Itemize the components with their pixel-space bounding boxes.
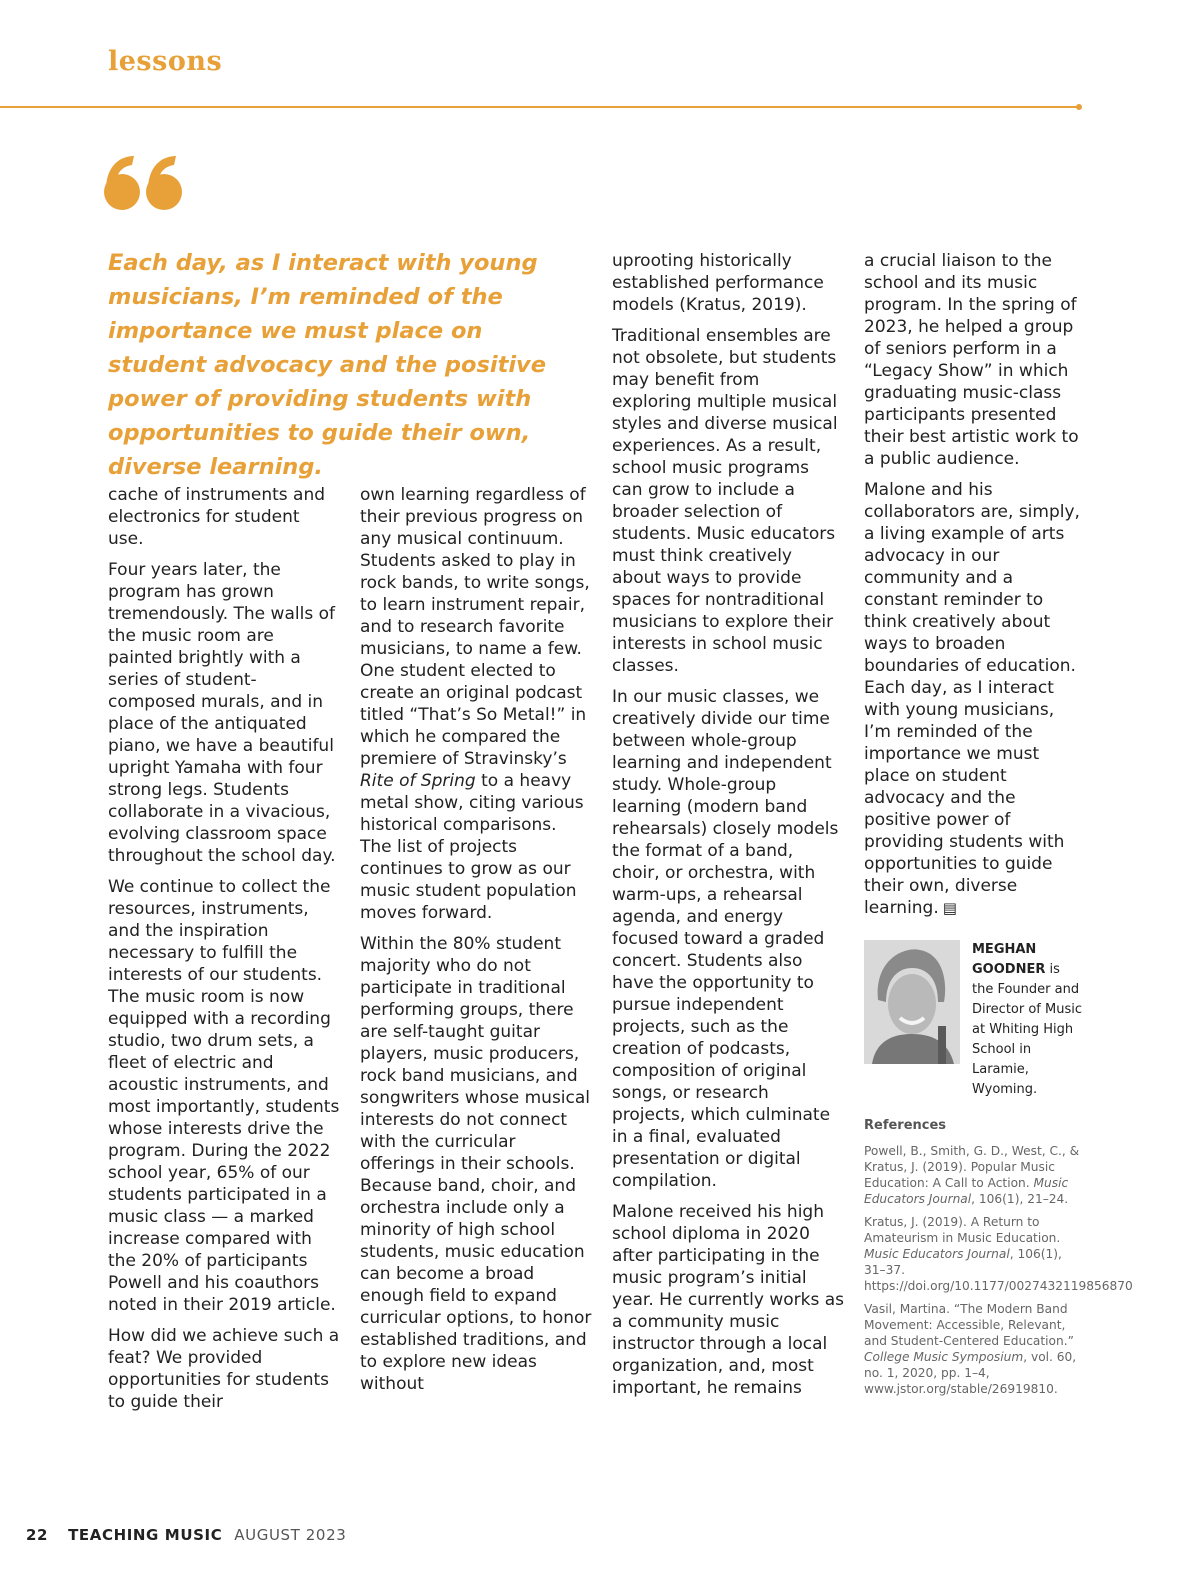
header-rule [0, 106, 1080, 108]
reference-journal: College Music Symposium [864, 1350, 1024, 1364]
paragraph: uprooting historically established performance models (Kratus, 2019). [612, 251, 824, 315]
bio-text [972, 940, 1084, 1100]
paragraph: cache of instruments and electronics for student use. [108, 485, 326, 549]
paragraph: Four years later, the program has grown tremendously. The walls of the music room are painted brightly with a series of student-composed murals, and in place of the antiquated piano, we have a beautiful upright Yamaha with four strong legs. Students collaborate in a vivacious, evolving classroom space throughout the school day. [108, 560, 336, 866]
author-bio [864, 940, 1084, 1097]
reference-text: , vol. 60, no. 1, 2020, pp. 1–4, www.jstor.org/stable/26919810. [864, 1350, 1077, 1396]
pull-quote: Each day, as I interact with young musicians, I’m reminded of the importance we must place on student advocacy and the positive power of providing students with opportunities to guide their own, diverse learning. [108, 250, 546, 480]
page-number: 22 [26, 1526, 49, 1544]
paragraph [864, 479, 1084, 919]
reference-text: Powell, B., Smith, G. D., West, C., & Kratus, J. (2019). Popular Music Education: A Call to Action. [864, 1144, 1080, 1190]
reference-item [864, 1301, 1086, 1397]
quote-mark-icon [102, 150, 186, 214]
paragraph: We continue to collect the resources, instruments, and the inspiration necessary to fulfill the interests of our students. The music room is now equipped with a recording studio, two drum sets, a fleet of electric and acoustic instruments, and most importantly, students whose interests drive the program. During the 2022 school year, 65% of our students participated in a music class — a marked increase compared with the 20% of participants Powell and his coauthors noted in their 2019 article. [108, 877, 340, 1315]
paragraph-text: Malone and his collaborators are, simply, a living example of arts advocacy in our community and a constant reminder to think creatively about ways to broaden boundaries of education. Each day, as I interact with young musicians, I’m reminded of the importance we must place on student advocacy and the positive power of providing students with opportunities to guide their own, diverse learning. [864, 480, 1080, 918]
reference-text: Vasil, Martina. “The Modern Band Movement: Accessible, Relevant, and Student-Centered Education.” [864, 1302, 1074, 1348]
reference-text: , 106(1), 21–24. [971, 1192, 1069, 1206]
references [864, 1118, 1133, 1404]
paragraph: In our music classes, we creatively divide our time between whole-group learning and independent study. Whole-group learning (modern band rehearsals) closely models the format of a band, choir, or orchestra, with warm-ups, a rehearsal agenda, and energy focused toward a graded concert. Students also have the opportunity to pursue independent projects, such as the creation of podcasts, composition of original songs, or research projects, which culminate in a final, evaluated presentation or digital compilation. [612, 687, 839, 1191]
magazine-title: TEACHING MUSIC [68, 1526, 223, 1544]
references-heading: References [864, 1118, 947, 1133]
work-title: Rite of Spring [360, 771, 476, 791]
reference-journal: Music Educators Journal [864, 1176, 1069, 1206]
paragraph-text: to a heavy metal show, citing various historical comparisons. The list of projects continues to grow as our music student population moves forward. [360, 771, 584, 923]
article-column-3 [612, 250, 844, 1408]
paragraph [360, 484, 592, 924]
paragraph-text: own learning regardless of their previous progress on any musical continuum. Students asked to play in rock bands, to write songs, to learn instrument repair, and to research favorite musicians, to name a few. One student elected to create an original podcast titled “That’s So Metal!” in which he compared the premiere of Stravinsky’s [360, 485, 590, 769]
paragraph: a crucial liaison to the school and its music program. In the spring of 2023, he helped a group of seniors perform in a “Legacy Show” in which graduating music-class participants presented their best artistic work to a public audience. [864, 251, 1079, 469]
author-portrait-icon [864, 940, 960, 1064]
reference-text: , 106(1), 31–37. https://doi.org/10.1177/0027432119856870 [864, 1247, 1133, 1293]
section-label: lessons [108, 46, 223, 77]
author-photo [864, 940, 960, 1064]
bio-description: is the Founder and Director of Music at Whiting High School in Laramie, Wyoming. [972, 962, 1083, 1097]
issue-date: AUGUST 2023 [234, 1526, 347, 1544]
article-column-4 [864, 250, 1084, 928]
paragraph: Within the 80% student majority who do not participate in traditional performing groups, there are self-taught guitar players, music producers, rock band musicians, and songwriters whose musical interests do not connect with the curricular offerings in their schools. Because band, choir, and orchestra include only a minority of high school students, music education can become a broad enough field to expand curricular options, to honor established traditions, and to explore new ideas without [360, 934, 592, 1394]
reference-item [864, 1214, 1133, 1294]
page-footer [26, 1526, 346, 1544]
reference-text: Kratus, J. (2019). A Return to Amateurism in Music Education. [864, 1215, 1061, 1245]
paragraph: How did we achieve such a feat? We provided opportunities for students to guide their [108, 1326, 340, 1412]
author-name: MEGHAN GOODNER [972, 942, 1046, 977]
end-of-article-icon: ▤ [942, 899, 957, 917]
reference-item [864, 1143, 1086, 1207]
header-rule-dot [1076, 104, 1082, 110]
paragraph: Traditional ensembles are not obsolete, but students may benefit from exploring multiple musical styles and diverse musical experiences. As a result, school music programs can grow to include a broader selection of students. Music educators must think creatively about ways to provide spaces for nontraditional musicians to explore their interests in school music classes. [612, 326, 838, 676]
reference-journal: Music Educators Journal [864, 1247, 1010, 1261]
paragraph: Malone received his high school diploma in 2020 after participating in the music program’s initial year. He currently works as a community music instructor through a local organization, and, most important, he remains [612, 1202, 845, 1398]
article-column-1 [108, 484, 340, 1422]
article-column-2 [360, 484, 592, 1404]
